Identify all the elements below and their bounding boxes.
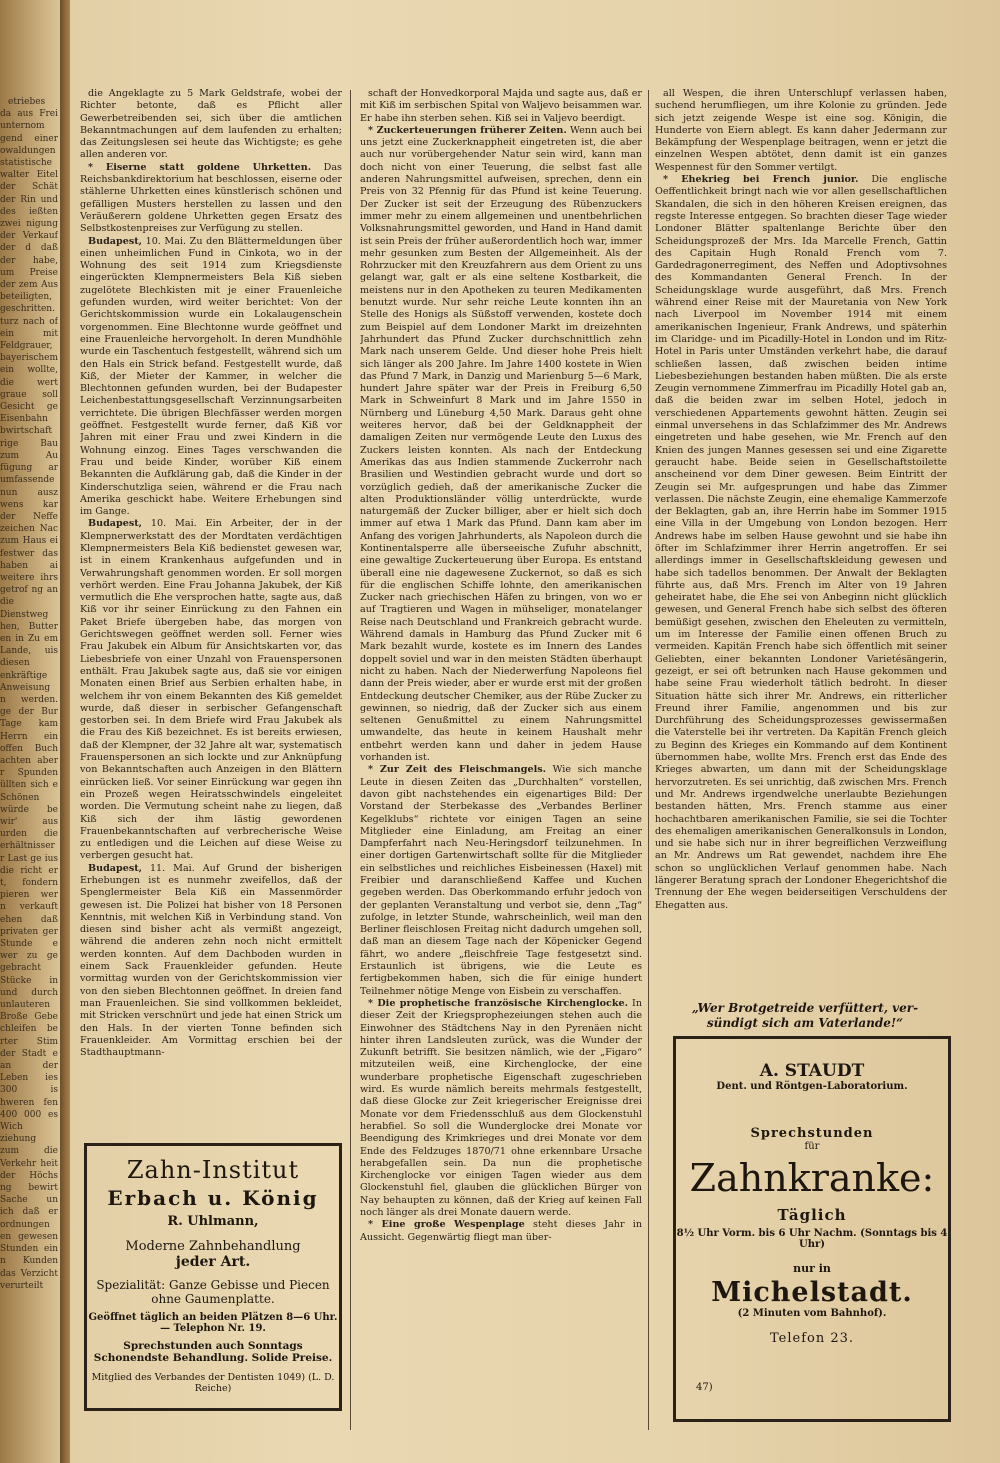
article-paragraph: Budapest, 10. Mai. Ein Arbeiter, der in der Klempnerwerkstatt des der Mordtaten verdächtigen Klempnermeisters Bela Kiß bedienstet gewesen war, ist in einem Krankenhaus aufgefunden und in Verwahrungshaft genommen worden. Er soll morgen verhört werden. Eine Frau Johanna Jakubek, der Kiß vermutlich die Ehe versprochen hatte, sagte aus, daß Kiß vor ihr seiner Einrückung zu den Fahnen ein Paket Briefe übergeben habe, das morgen von Gerichtswegen geöffnet werden soll. Ferner wies Frau Jakubek ein Album für Ansichtskarten vor, das Liebesbriefe von einer Unzahl von Frauenspersonen enthält. Frau Jakubek sagte aus, daß sie vor einigen Monaten einen Brief aus Serbien erhalten habe, in welchem ihr von einem Bekannten des Kiß gemeldet wurde, daß dieser in serbischer Gefangenschaft gestorben sei. In dem Briefe wird Frau Jakubek als die Frau des Kiß bezeichnet. Es ist bereits erwiesen, daß der Klempner, der 32 Jahre alt war, systematisch Frauenspersonen an sich lockte und zur Anknüpfung von Bekanntschaften auch Anzeigen in den Blättern einrücken ließ. Vor seiner Einrückung war gegen ihn ein Prozeß wegen Heiratsschwindels eingeleitet worden. Die Vermutung scheint nahe zu liegen, daß Kiß sich der ihm lästig gewordenen Frauenbekanntschaften auf verbrecherische Weise zu entledigen und die Leichen auf diese Weise zu verbergen gesucht hat.	[80, 518, 342, 862]
ad-line: Sprechstunden	[750, 1126, 874, 1141]
article-paragraph: Budapest, 10. Mai. Zu den Blättermeldungen über einen unheimlichen Fund in Cinkota, wo in der Wohnung des seit 1914 zum Kriegsdienste eingerückten Klempnermeisters Bela Kiß sieben zugelötete Blechkisten mit je einer Frauenleiche gefunden wurden, wird weiter berichtet: Von der Gerichtskommission wurde ein Lokalaugenschein vorgenommen. Eine Blechtonne wurde geöffnet und eine Frauenleiche hervorgeholt. In deren Mundhöhle wurde ein Taschentuch festgestellt, während sich um den Hals ein Strick befand. Festgestellt wurde, daß Kiß, der Mieter der Kammer, in welcher die Blechtonnen gefunden wurden, bei der Budapester Leichenbestattungsgesellschaft Verzinnungsarbeiten verrichtete. Die übrigen Blechfässer werden morgen geöffnet. Festgestellt wurde ferner, daß Kiß vor Jahren mit einer Frau und zwei Kindern in die Wohnung einzog. Eines Tages verschwanden die Frau und beide Kinder, worüber Kiß einem Bekannten die Aufklärung gab, daß die Kinder in der Kinderschutzliga seien, während er die Frau nach Amerika geschickt habe. Weitere Erhebungen sind im Gange.	[80, 235, 342, 518]
ad-number: 47)	[696, 1382, 713, 1393]
ad-line: Geöffnet täglich an beiden Plätzen 8—6 Uhr. — Telephon Nr. 19.	[88, 1312, 338, 1334]
column-left-cut	[0, 96, 58, 1426]
article-paragraph: schaft der Honvedkorporal Majda und sagte aus, daß er mit Kiß im serbischen Spital von Waljevo beisammen war. Er habe ihn sterben sehen. Kiß sei in Valjevo beerdigt.	[360, 88, 642, 124]
column-2	[360, 88, 642, 1433]
column-1	[80, 88, 342, 1128]
ad-title: Zahn-Institut	[126, 1156, 300, 1184]
ad-company: A. STAUDT	[759, 1061, 865, 1081]
column-left-text: etriebes da aus Frei unternom gend einer owaldungen statistische walter Eitel der Schät der Rin und des ießten zwei nigung der Verkauf der d daß der habe, um Preise der zem Aus beteiligten, geschritten. turz nach of ein mit Feldgrauer, bayerischem ein wollte, die wert graue soll Gesicht ge Eisenbahn bwirtschaft rige Bau zum Au fügung ar umfassende nun ausz wens kar der Neffe zeichen Nac zum Haus ei festwer das haben ai weitere ihrs getrof ng an die Dienstweg hen, Butter en in Zu em Lande, uis diesen enkräftige Anweisung n werden. ge der Bur Tage kam Herrn ein offen Buch achten aber r Spunden üllten sich e Schönen würde be wir' aus urden die erhältnisser r Last ge ius die richt er t, fondern pieren wer n verkauft ehen daß privaten ger Stunde e wer zu ge gebracht Stücke in und durch unlauteren Broße Gebe chleifen be rter Stim der Stadt e an der Leben ies 300 is hweren fen 400 000 es Wich ziehung zum die Verkehr heit der Höchs ng bewirt Sache un ich daß er ordnungen en gewesen Stunden ein n Kunden das Verzicht verurteilt	[0, 97, 58, 1291]
ad-line: jeder Art.	[175, 1254, 251, 1270]
ad-line: nur in	[793, 1262, 831, 1275]
ad-line: Sprechstunden auch Sonntags Schonendste Behandlung. Solide Preise.	[93, 1340, 333, 1364]
advertisement-staudt	[673, 1036, 951, 1422]
ad-owner: R. Uhlmann,	[167, 1214, 259, 1229]
article-heading: * Eiserne statt goldene Uhrketten.	[88, 161, 312, 173]
article-paragraph: Budapest, 11. Mai. Auf Grund der bisherigen Erhebungen ist es nunmehr zweifellos, daß der Spenglermeister Bela Kiß ein Massenmörder gewesen ist. Die Polizei hat bisher von 18 Personen Kenntnis, mit welchen Kiß in Verbindung stand. Von diesen sind bisher acht als vermißt angezeigt, während die anderen zehn noch nicht ermittelt werden konnten. Auf dem Dachboden wurden in einem Sack Frauenkleider gefunden. Heute vormittag wurden von der Gerichtskommission vier von den sieben Blechtonnen geöffnet. In dreien fand man Frauenleichen. Sie sind vollkommen bekleidet, mit Stricken verschnürt und jede hat einen Strick um den Hals. In der vierten Tonne befinden sich Frauenkleider. Am Vormittag erschien bei der Stadthauptmann-	[80, 862, 342, 1059]
article-paragraph: all Wespen, die ihren Unterschlupf verlassen haben, suchend herumfliegen, um ihre Kolonie zu gründen. Jede sich jetzt zeigende Wespe ist eine sog. Königin, die Hunderte von Eiern ablegt. Es kann daher Jedermann zur Bekämpfung der Wespenplage beitragen, wenn er jetzt die einzelnen Wespen abtötet, denn damit ist ein ganzes Wespennest für den Sommer vertilgt.	[655, 88, 947, 173]
article-paragraph: * Eine große Wespenplage steht dieses Jahr in Aussicht. Gegenwärtig fliegt man über-	[360, 1219, 642, 1243]
article-heading: * Zuckerteuerungen früherer Zeiten.	[368, 124, 567, 136]
article-paragraph: * Ehekrieg bei French junior. Die englische Oeffentlichkeit bringt nach wie vor allen gesellschaftlichen Skandalen, die sich in den höheren Kreisen ereignen, das regste Interesse entgegen. So brachten dieser Tage wieder Londoner Blätter spaltenlange Berichte über den Scheidungsprozeß der Mrs. Ida Marcelle French, Gattin des Capitain Hugh Ronald French vom 7. Gardedragonerregiment, des Neffen und Adoptivsohnes des Kommandanten General French. In der Scheidungsklage wurde ausgeführt, daß Mrs. French während einer Reise mit der Mauretania von New York nach Liverpool im November 1914 mit einem amerikanischen Ingenieur, Frank Andrews, und späterhin im Claridge- und im Picadilly-Hotel in London und im Ritz-Hotel in Paris unter Umständen verkehrt habe, die darauf schließen lassen, daß zwischen beiden intime Liebesbeziehungen bestanden haben müßten. Die als erste Zeugin vernommene Zimmerfrau im Picadilly Hotel gab an, daß die beiden zwar im selben Hotel, jedoch in verschiedenen Appartements gewohnt hätten. Zeugin sei einmal unversehens in das Schlafzimmer des Mr. Andrews eingetreten und habe gesehen, wie Mr. French auf den Knien des jungen Mannes gesessen sei und eine Zigarette geraucht habe. Beide seien in Gesellschaftstoilette anscheinend vor dem Diner gewesen. Beim Eintritt der Zeugin sei Mr. aufgesprungen und habe das Zimmer verlassen. Die nächste Zeugin, eine ehemalige Kammerzofe der Beklagten, gab an, ihre Herrin habe im Sommer 1915 eine Villa in der Umgebung von London bezogen. Herr Andrews habe im selben Hause gewohnt und sie habe ihn öfter im Schlafzimmer ihrer Herrin angetroffen. Er sei allerdings immer in Gesellschaftskleidung gewesen und habe sich tadellos benommen. Der Anwalt der Beklagten führte aus, daß Mrs. French im Alter von 19 Jahren geheiratet habe, die Ehe sei von Anbeginn nicht glücklich gewesen, und General French habe sich selbst des öfteren bemüßigt gesehen, zwischen den Eheleuten zu vermitteln, um im Interesse der Familie einen offenen Bruch zu vermeiden. Kapitän French habe sich öffentlich mit seiner Geliebten, einer bekannten Londoner Varietésängerin, gezeigt, er sei oft betrunken nach Hause gekommen und habe seine Frau wiederholt tätlich bedroht. In dieser Situation hätte sich ihrer Mr. Andrews, ein ritterlicher Freund ihrer Familie, angenommen und bis zur Durchführung des Scheidungsprozesses gewissermaßen die Vaterstelle bei ihr vertreten. Da Kapitän French gleich zu Beginn des Krieges ein Kommando auf dem Kontinent übernommen habe, wollte Mrs. French erst das Ende des Krieges abwarten, um dann mit der Scheidungsklage hervorzutreten. Es sei unrichtig, daß zwischen Mrs. French und Mr. Andrews irgendwelche unerlaubte Beziehungen bestanden hätten, Mrs. French stamme aus einer hochachtbaren amerikanischen Familie, sie sei die Tochter des ehemaligen amerikanischen Generalkonsuls in London, und sie habe sich nur in ihrer begreiflichen Verzweiflung an Mr. Andrews um Rat gewendet, nachdem ihre Ehe schon so unglücklichen Verlauf genommen habe. Nach längerer Beratung sprach der Londoner Ehegerichtshof die Trennung der Ehe wegen beiderseitigen Verschuldens der Ehegatten aus.	[655, 174, 947, 911]
article-heading: Budapest,	[88, 518, 142, 530]
article-paragraph: * Eiserne statt goldene Uhrketten. Das Reichsbankdirektorium hat beschlossen, eiserne oder stählerne Uhrketten eines künstlerisch schönen und gefälligen Musters herstellen zu lassen und den Veräußerern goldene Uhrketten gegen Ersatz des Selbstkostenpreises zur Verfügung zu stellen.	[80, 161, 342, 235]
ad-phone: Telefon 23.	[769, 1331, 855, 1346]
article-heading: * Zur Zeit des Fleischmangels.	[368, 764, 546, 776]
ad-line: Mitglied des Verbandes der Dentisten 1049) (L. D. Reiche)	[91, 1372, 335, 1394]
column-3	[655, 88, 947, 968]
article-heading: Budapest,	[88, 862, 142, 874]
article-paragraph: * Zur Zeit des Fleischmangels. Wie sich manche Leute in diesen Zeiten das „Durchhalten“ vorstellen, davon gibt nachstehendes ein eigenartiges Bild: Der Vorstand der Sterbekasse des „Verbandes Berliner Kegelklubs“ richtete vor einigen Tagen an seine Mitglieder eine Einladung, am Freitag an einer Dampferfahrt nach Neu-Heringsdorf teilzunehmen. In einer dortigen Gartenwirtschaft sollte für die Mitglieder ein selbstliches und reichliches Eisbeinessen (Haxel) mit Freibier und daranschließend Kaffee und Kuchen gegeben werden. Das Oberkommando erfuhr jedoch von der geplanten Veranstaltung und verbot sie, denn „Tag“ zufolge, in letzter Stunde, wahrscheinlich, weil man den Berliner fleischlosen Freitag nicht dadurch umgehen soll, daß man an diesem Tage nach der Köpenicker Gegend fährt, wo andere „fleischfreie Tage festgesetzt sind. Erstaunlich ist übrigens, wie die Leute es fertigbekommen haben, sich die für einige hundert Teilnehmer nötige Menge von Eisbein zu verschaffen.	[360, 764, 642, 997]
ad-line: Täglich	[777, 1206, 847, 1224]
article-heading: Budapest,	[88, 235, 142, 247]
ad-line: Moderne Zahnbehandlung	[125, 1239, 301, 1254]
ad-town: Michelstadt.	[711, 1277, 913, 1308]
ad-line: für	[804, 1141, 820, 1152]
article-heading: * Eine große Wespenplage	[368, 1219, 525, 1231]
ad-headline: Zahnkranke:	[689, 1156, 935, 1200]
article-heading: * Ehekrieg bei French junior.	[663, 174, 859, 186]
article-heading: * Die prophetische französische Kirchenglocke.	[368, 997, 628, 1009]
ad-line: 8½ Uhr Vorm. bis 6 Uhr Nachm. (Sonntags bis 4 Uhr)	[676, 1228, 948, 1250]
ad-subtitle: Dent. und Röntgen-Laboratorium.	[716, 1081, 908, 1092]
slogan: „Wer Brotgetreide verfüttert, ver- sündigt sich am Vaterlande!“	[691, 1001, 919, 1030]
article-paragraph: * Die prophetische französische Kirchenglocke. In dieser Zeit der Kriegsprophezeiungen stehen auch die Einwohner des Städtchens Nay in den Pyrenäen nicht hinter ihren Landsleuten zurück, was die Wunder der Zukunft betrifft. Sie besitzen nämlich, wie der „Figaro“ mitzuteilen weiß, eine Kirchenglocke, der eine wunderbare prophetische Eigenschaft zugeschrieben wird. Es wurde nämlich bereits mehrmals festgestellt, daß diese Glocke zur Zeit kriegerischer Ereignisse drei Monate vor dem Friedensschluß aus dem Glockenstuhl herabfiel. So soll die Wunderglocke drei Monate vor Beendigung des Krimkrieges und drei Monate vor dem Ende des Feldzuges 1870/71 ohne erkennbare Ursache herabgefallen sein. Da nun die prophetische Kirchenglocke vor einigen Tagen wieder aus dem Glockenstuhl fiel, glauben die glücklichen Bürger von Nay behaupten zu können, daß der Krieg auf keinen Fall noch länger als drei Monate dauern werde.	[360, 997, 642, 1219]
advertisement-zahn-institut	[84, 1143, 342, 1411]
column-rule-2	[648, 90, 649, 1430]
binding-gutter	[60, 0, 70, 1463]
article-paragraph: die Angeklagte zu 5 Mark Geldstrafe, wobei der Richter betonte, daß es Pflicht aller Gewerbetreibenden sei, sich über die amtlichen Bekanntmachungen auf dem laufenden zu erhalten; das Zeitungslesen sei heute das Wichtigste; es gehe allen anderen vor.	[80, 88, 342, 161]
ad-line: (2 Minuten vom Bahnhof).	[737, 1308, 887, 1319]
column-rule-1	[350, 90, 351, 1430]
ad-company: Erbach u. König	[107, 1186, 319, 1210]
article-paragraph: * Zuckerteuerungen früherer Zeiten. Wenn auch bei uns jetzt eine Zuckerknappheit eingetreten ist, die aber auch nur vorübergehender Natur sein wird, kann man doch nicht von einer Teuerung, die selbst fast alle anderen Nahrungsmittel aufweisen, sprechen, denn ein Preis von 32 Pfennig für das Pfund ist keine Teuerung. Der Zucker ist seit der Erzeugung des Rübenzuckers immer mehr zu einem allgemeinen und unentbehrlichen Volksnahrungsmittel geworden, und Hand in Hand damit ist sein Preis der früher außerordentlich hoch war, immer mehr gesunken zum Besten der Allgemeinheit. Als der Rohrzucker mit den Kreuzfahrern aus dem Orient zu uns gelangt war, galt er als eine seltene Kostbarkeit, die meistens nur in den Apotheken zu teuren Medikamenten benutzt wurde. Nur sehr reiche Leute konnten ihn an Stelle des Honigs als Süßstoff verwenden, kostete doch zum Beispiel auf dem Londoner Markt im dreizehnten Jahrhundert das Pfund Zucker durchschnittlich zehn Mark nach unserem Gelde. Und dieser hohe Preis hielt sich länger als 200 Jahre. Im Jahre 1400 kostete in Wien das Pfund 7 Mark, in Danzig und Marienburg 5—6 Mark, hundert Jahre später war der Preis in Freiburg 6,50 Mark in Schweinfurt 8 Mark und im Jahre 1550 in Nürnberg und Lüneburg 4,50 Mark. Daraus geht ohne weiteres hervor, daß bei der Geldknappheit der damaligen Zeiten nur vermögende Leute den Luxus des Zuckers leisten konnten. Als nach der Entdeckung Amerikas das aus Indien stammende Zuckerrohr nach Brasilien und Westindien gebracht wurde und dort so vorzüglich gedieh, daß der amerikanische Zucker die alten Produktionsländer völlig unterdrückte, wurde naturgemäß der Zucker billiger, aber er hielt sich doch immer auf etwa 1 Mark das Pfund. Dann kam aber im Anfang des vorigen Jahrhunderts, als Napoleon durch die Kontinentalsperre alle überseeische Zufuhr abschnitt, eine gewaltige Zuckerteuerung über Europa. Es entstand überall eine nie dagewesene Zuckernot, so daß es sich für die englischen Schiffe lohnte, den amerikanischen Zucker nach griechischen Häfen zu bringen, von wo er auf Tragtieren und Wagen in mühseliger, monatelanger Reise nach Deutschland und Frankreich gebracht wurde. Während damals in Hamburg das Pfund Zucker mit 6 Mark bezahlt wurde, kostete es im Innern des Landes doppelt soviel und war in den meisten Städten überhaupt nicht zu haben. Nach der Niederwerfung Napoleons fiel dann der Preis wieder, aber er wurde erst mit der großen Entdeckung deutscher Chemiker, aus der Rübe Zucker zu gewinnen, so niedrig, daß der Zucker sich aus einem seltenen Genußmittel zu einem Nahrungsmittel umwandelte, das heute in keinem Haushalt mehr entbehrt werden kann und daher in jedem Hause vorhanden ist.	[360, 124, 642, 764]
ad-line: Spezialität: Ganze Gebisse und Piecen ohne Gaumenplatte.	[96, 1278, 330, 1306]
